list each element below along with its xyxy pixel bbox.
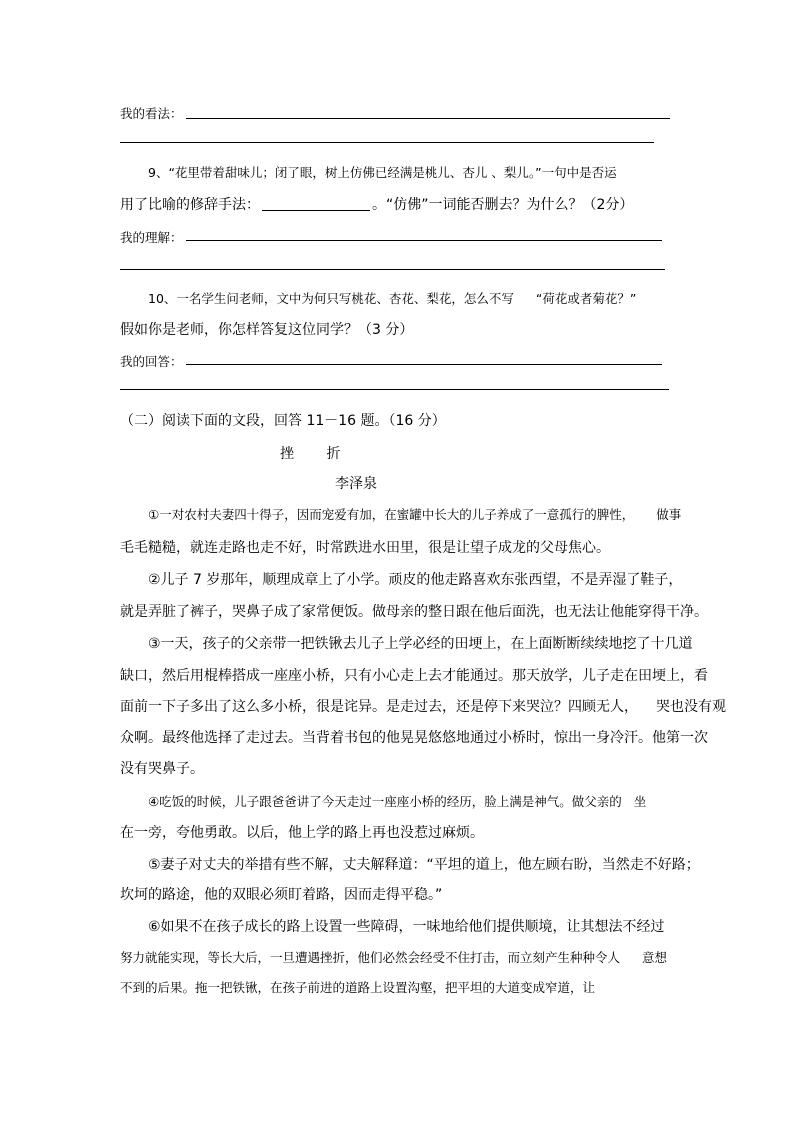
answer-line[interactable] — [120, 269, 665, 270]
paragraph-3-line5: 没有哭鼻子。 — [120, 761, 204, 777]
paragraph-3-line3: 面前一下子多出了这么多小桥，很是诧异。是走过去，还是停下来哭泣？四顾无人， 哭也没有观 — [120, 699, 726, 715]
question-10-line2: 假如你是老师，你怎样答复这位同学？（3 分） — [120, 322, 414, 338]
answer-label-view: 我的看法： — [120, 106, 183, 121]
answer-line[interactable] — [186, 118, 670, 119]
answer-label-understanding: 我的理解： — [120, 230, 183, 245]
paragraph-5-line2: 坎坷的路途，他的双眼必须盯着路，因而走得平稳。” — [120, 887, 443, 903]
answer-line[interactable] — [120, 389, 669, 390]
paragraph-1-line1: ①一对农村夫妻四十得子，因而宠爱有加，在蜜罐中长大的儿子养成了一意孤行的脾性， 做事 — [148, 507, 682, 522]
paragraph-3-line4: 众啊。最终他选择了走过去。当背着书包的他晃晃悠悠地通过小桥时，惊出一身冷汗。他第一次 — [120, 730, 708, 746]
article-title: 挫 折 — [280, 446, 355, 462]
question-9-line1: 9、“花里带着甜味儿；闭了眼，树上仿佛已经满是桃儿、杏儿 、梨儿。”一句中是否运 — [148, 165, 617, 180]
paragraph-6-line1: ⑥如果不在孩子成长的路上设置一些障碍，一味地给他们提供顺境，让其想法不经过 — [148, 919, 665, 935]
question-9-line2: 用了比喻的修辞手法： 。“仿佛”一词能否删去？为什么？（2分） — [120, 197, 634, 213]
answer-line[interactable] — [186, 364, 662, 365]
paragraph-3-line1: ③一天，孩子的父亲带一把铁锹去儿子上学必经的田埂上，在上面断断续续地挖了十几道 — [148, 636, 693, 652]
fill-blank[interactable] — [262, 196, 370, 211]
paragraph-5-line1: ⑤妻子对丈夫的举措有些不解，丈夫解释道：“平坦的道上，他左顾右盼，当然走不好路； — [148, 857, 700, 873]
paragraph-6-line2: 努力就能实现，等长大后，一旦遭遇挫折，他们必然会经受不住打击，而立刻产生种种令人 意想 — [120, 950, 668, 965]
article-author: 李泽泉 — [335, 476, 377, 492]
question-10-line1: 10、一名学生问老师，文中为何只写桃花、杏花、梨花，怎么不写 “荷花或者菊花？” — [148, 291, 637, 306]
paragraph-3-line2: 缺口，然后用棍棒搭成一座座小桥，只有小心走上去才能通过。那天放学，儿子走在田埂上，看 — [120, 668, 708, 684]
paragraph-2-line2: 就是弄脏了裤子，哭鼻子成了家常便饭。做母亲的整日跟在他后面洗，也无法让他能穿得干净。 — [120, 604, 708, 620]
paragraph-2-line1: ②儿子 7 岁那年，顺理成章上了小学。顽皮的他走路喜欢东张西望，不是弄湿了鞋子， — [148, 572, 683, 588]
section-heading: （二）阅读下面的文段，回答 11－16 题。（16 分） — [120, 413, 446, 429]
paragraph-4-line2: 在一旁，夸他勇敢。以后，他上学的路上再也没惹过麻烦。 — [120, 825, 484, 841]
answer-line[interactable] — [120, 142, 654, 143]
answer-line[interactable] — [186, 240, 662, 241]
paragraph-6-line3: 不到的后果。拖一把铁锹，在孩子前进的道路上设置沟壑，把平坦的大道变成窄道，让 — [120, 980, 596, 995]
paragraph-1-line2: 毛毛糙糙，就连走路也走不好，时常跌进水田里，很是让望子成龙的父母焦心。 — [120, 540, 610, 556]
paragraph-4-line1: ④吃饭的时候，儿子跟爸爸讲了今天走过一座座小桥的经历，脸上满是神气。做父亲的 坐 — [148, 794, 647, 809]
answer-label-reply: 我的回答： — [120, 354, 183, 369]
